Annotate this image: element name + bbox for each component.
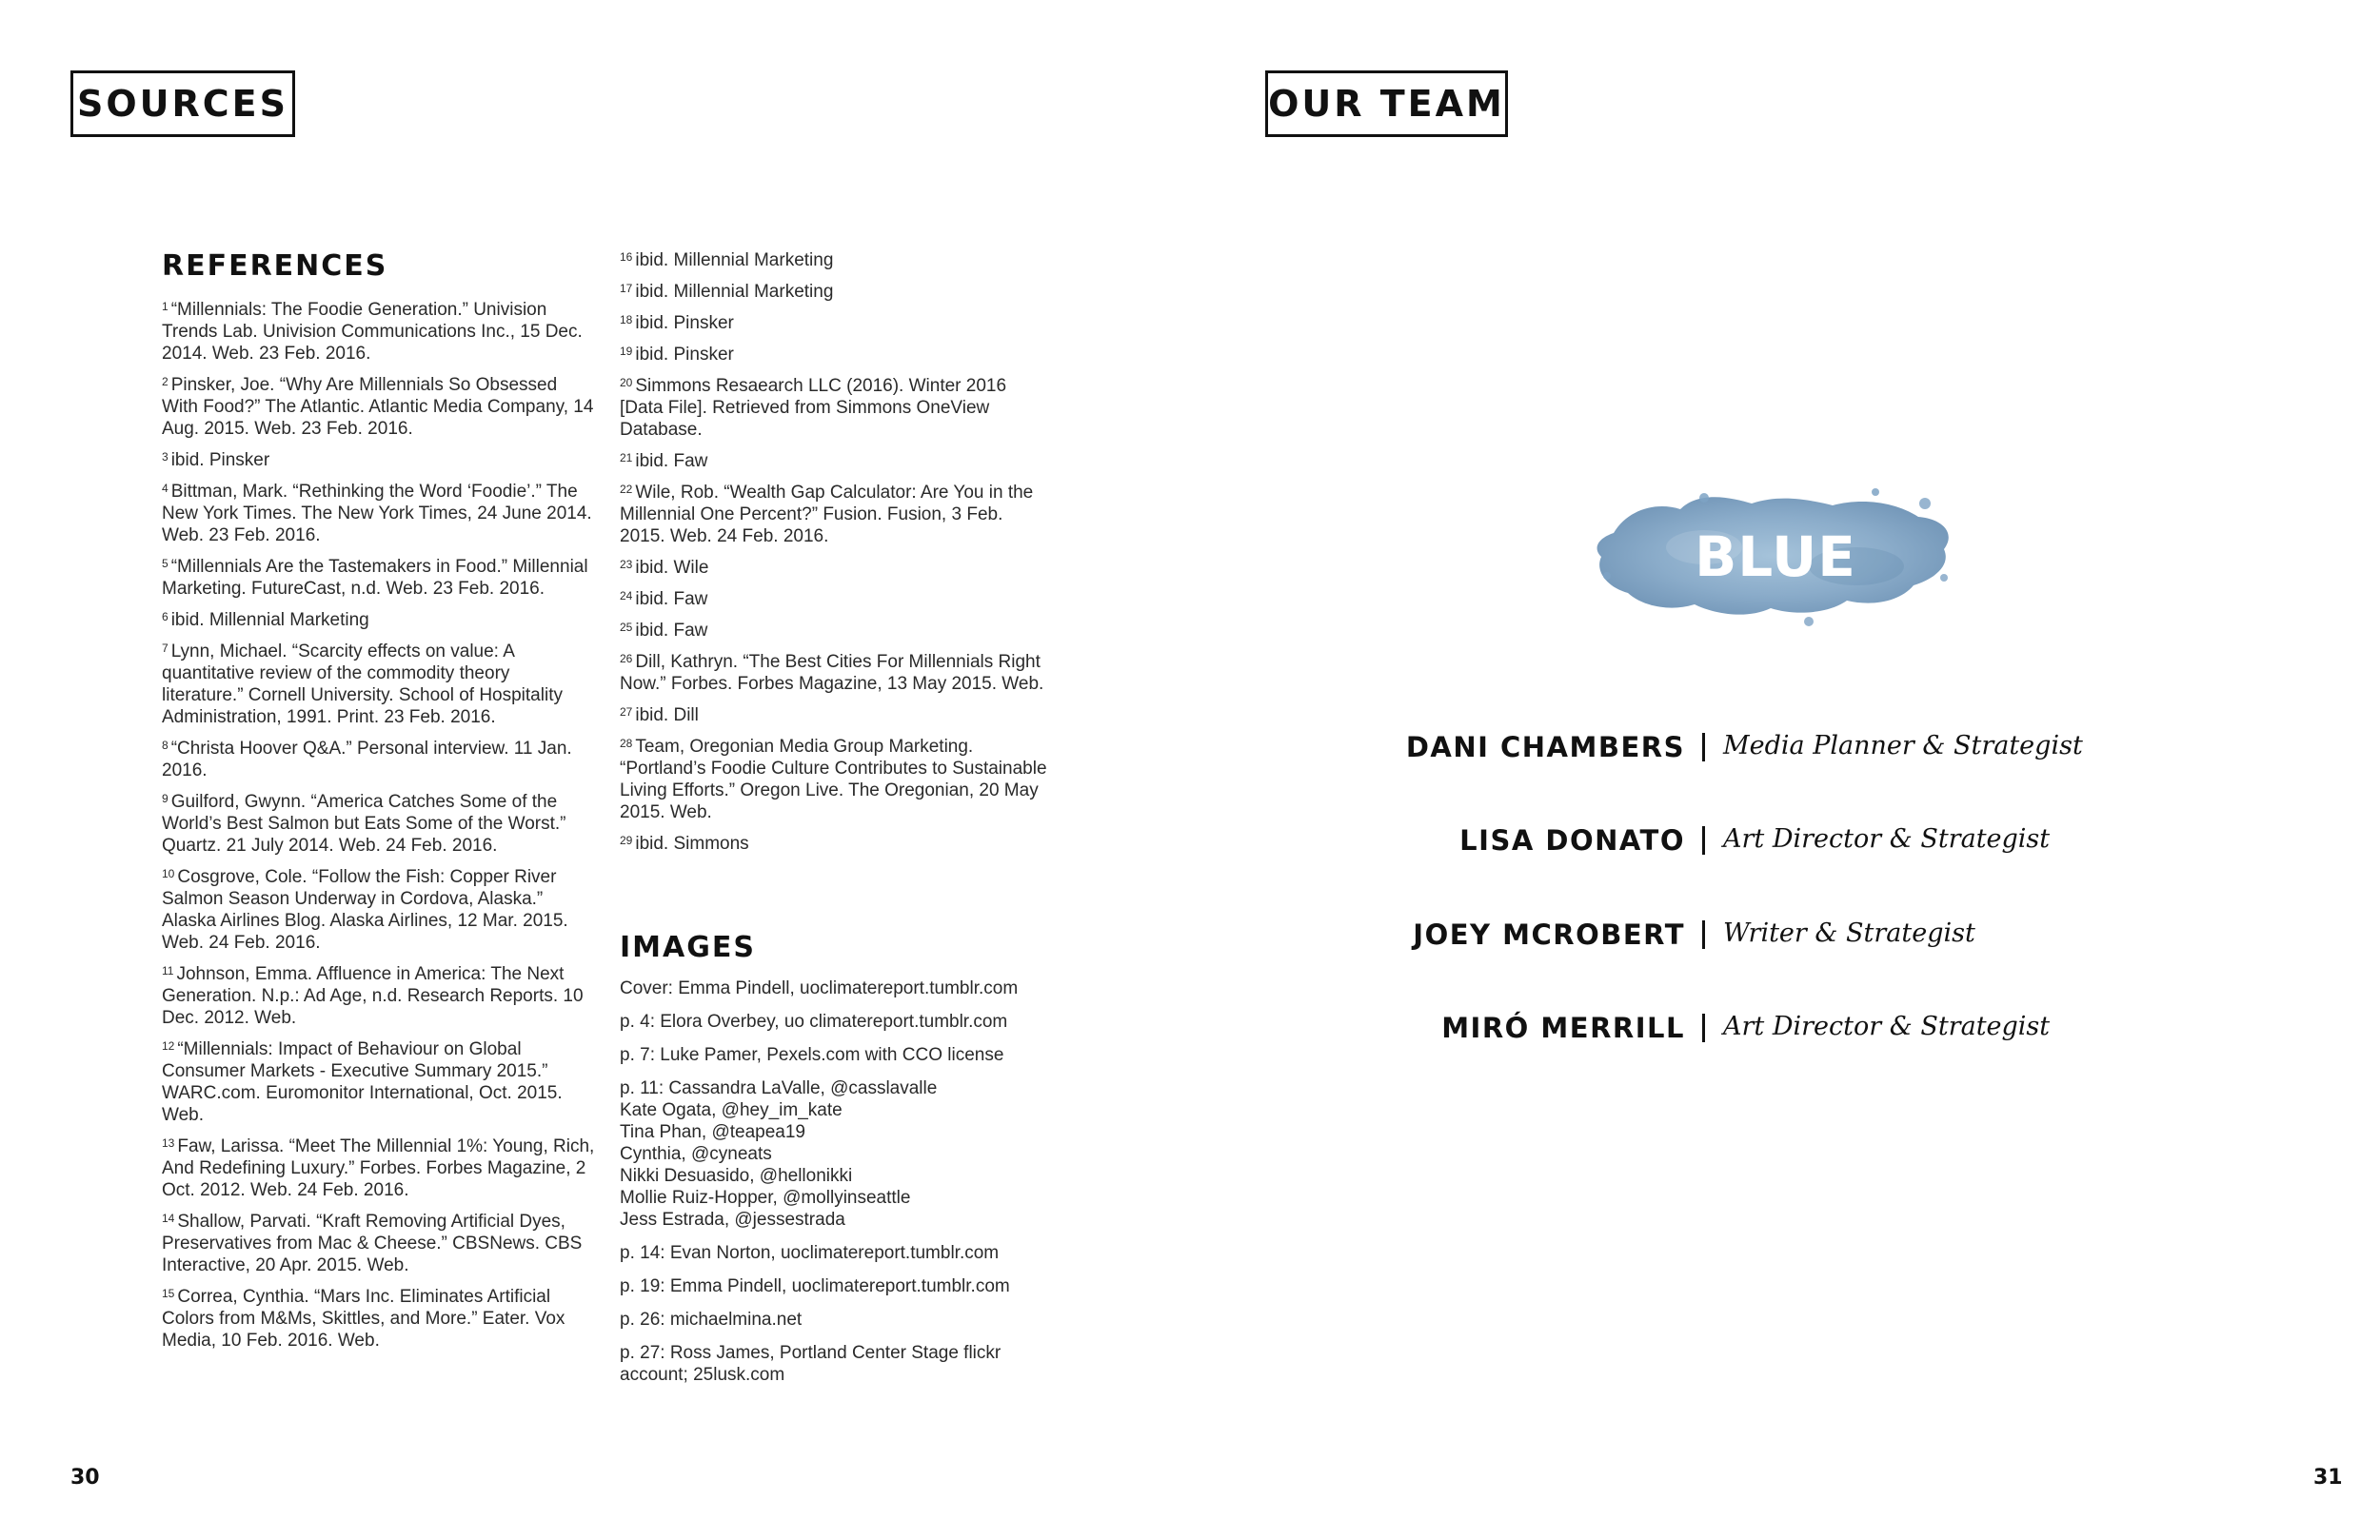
reference-entry — [162, 556, 595, 600]
image-credit-line: p. 26: michaelmina.net — [620, 1310, 803, 1330]
reference-number: 1 — [162, 300, 169, 313]
image-credit — [620, 1077, 1053, 1231]
reference-text: “Christa Hoover Q&A.” Personal interview. 11 Jan. 2016. — [162, 739, 572, 780]
image-credit — [620, 1342, 1053, 1386]
reference-number: 13 — [162, 1136, 175, 1150]
reference-text: Faw, Larissa. “Meet The Millennial 1%: Young, Rich, And Redefining Luxury.” Forbes. Forbes Magazine, 2 Oct. 2012. Web. 24 Feb. 2016. — [162, 1136, 595, 1200]
team-member — [1405, 731, 2323, 769]
reference-text: ibid. Dill — [635, 705, 699, 725]
reference-entry — [620, 375, 1053, 441]
reference-number: 25 — [620, 621, 633, 634]
image-credit — [620, 1044, 1053, 1066]
references-column-2 — [620, 249, 1053, 864]
reference-text: “Millennials: The Foodie Generation.” Univision Trends Lab. Univision Communications Inc., 15 Dec. 2014. Web. 23 Feb. 2016. — [162, 300, 583, 364]
reference-text: ibid. Millennial Marketing — [635, 282, 834, 302]
reference-entry — [620, 312, 1053, 334]
member-role: Writer & Strategist — [1723, 918, 1975, 948]
image-credit-line: p. 7: Luke Pamer, Pexels.com with CCO license — [620, 1045, 1004, 1065]
reference-entry — [620, 736, 1053, 823]
reference-text: ibid. Wile — [635, 558, 709, 578]
reference-text: Dill, Kathryn. “The Best Cities For Millennials Right Now.” Forbes. Forbes Magazine, 13 May 2015. Web. — [620, 652, 1044, 694]
images-heading: IMAGES — [620, 931, 756, 964]
reference-number: 4 — [162, 482, 169, 495]
reference-number: 6 — [162, 610, 169, 623]
reference-text: Pinsker, Joe. “Why Are Millennials So Obsessed With Food?” The Atlantic. Atlantic Media Company, 14 Aug. 2015. Web. 23 Feb. 2016. — [162, 375, 594, 439]
page-number-left: 30 — [70, 1466, 100, 1490]
reference-text: Bittman, Mark. “Rethinking the Word ‘Foodie’.” The New York Times. The New York Times, 24 June 2014. Web. 23 Feb. 2016. — [162, 482, 592, 545]
reference-text: Wile, Rob. “Wealth Gap Calculator: Are You in the Millennial One Percent?” Fusion. Fusion, 3 Feb. 2015. Web. 24 Feb. 2016. — [620, 483, 1034, 546]
page-number-right: 31 — [2313, 1466, 2343, 1490]
team-logo-text: BLUE — [1695, 524, 1856, 589]
reference-text: ibid. Simmons — [635, 834, 749, 854]
our-team-title — [1265, 70, 1508, 137]
reference-text: ibid. Millennial Marketing — [635, 250, 834, 270]
image-credit — [620, 1242, 1053, 1264]
reference-number: 20 — [620, 376, 633, 389]
reference-text: ibid. Millennial Marketing — [170, 610, 369, 630]
reference-entry — [162, 299, 595, 365]
our-team-title-text: OUR TEAM — [1268, 83, 1505, 125]
reference-entry — [620, 620, 1053, 642]
member-role: Art Director & Strategist — [1723, 824, 2051, 854]
team-logo — [1590, 481, 1961, 633]
reference-entry — [620, 281, 1053, 303]
member-name: JOEY MCROBERT — [1413, 918, 1685, 951]
image-credit — [620, 1275, 1053, 1297]
image-credits-list — [620, 977, 1053, 1397]
image-credit — [620, 1011, 1053, 1033]
sources-title — [70, 70, 295, 137]
member-role: Media Planner & Strategist — [1723, 731, 2083, 760]
image-credit-line: p. 11: Cassandra LaValle, @casslavalle — [620, 1078, 938, 1098]
divider — [1702, 920, 1705, 949]
divider — [1702, 826, 1705, 855]
image-credit-line: p. 19: Emma Pindell, uoclimatereport.tumblr.com — [620, 1276, 1010, 1296]
reference-entry — [162, 738, 595, 781]
reference-entry — [162, 1135, 595, 1201]
reference-number: 11 — [162, 964, 174, 977]
reference-number: 26 — [620, 652, 633, 665]
reference-number: 23 — [620, 558, 633, 571]
reference-number: 17 — [620, 282, 633, 295]
image-credit-line: p. 4: Elora Overbey, uo climatereport.tumblr.com — [620, 1012, 1008, 1032]
image-credit-line: p. 14: Evan Norton, uoclimatereport.tumblr.com — [620, 1243, 1000, 1263]
divider — [1702, 733, 1705, 761]
reference-text: ibid. Pinsker — [170, 450, 270, 470]
reference-number: 2 — [162, 375, 169, 388]
reference-entry — [162, 963, 595, 1029]
reference-number: 7 — [162, 642, 169, 655]
reference-text: ibid. Pinsker — [635, 313, 734, 333]
reference-text: Simmons Resaearch LLC (2016). Winter 2016 [Data File]. Retrieved from Simmons OneView Database. — [620, 376, 1007, 440]
reference-entry — [162, 481, 595, 546]
reference-entry — [620, 344, 1053, 365]
reference-number: 3 — [162, 450, 169, 464]
reference-number: 24 — [620, 589, 633, 602]
reference-text: ibid. Faw — [635, 621, 708, 641]
reference-text: Cosgrove, Cole. “Follow the Fish: Copper River Salmon Season Underway in Cordova, Alaska.” Alaska Airlines Blog. Alaska Airlines, 12 Mar. 2015. Web. 24 Feb. 2016. — [162, 867, 568, 953]
reference-number: 21 — [620, 451, 633, 464]
reference-number: 9 — [162, 792, 169, 805]
reference-entry — [162, 641, 595, 728]
reference-number: 15 — [162, 1287, 175, 1300]
reference-number: 19 — [620, 345, 633, 358]
reference-entry — [162, 1038, 595, 1126]
reference-number: 8 — [162, 739, 169, 752]
reference-entry — [620, 833, 1053, 855]
team-member — [1413, 918, 2323, 957]
reference-number: 18 — [620, 313, 633, 326]
reference-number: 16 — [620, 250, 633, 264]
reference-text: Lynn, Michael. “Scarcity effects on value: A quantitative review of the commodity theory literature.” Cornell University. School of Hospitality Administration, 1991. Print. 23 Feb. 2016. — [162, 642, 563, 727]
reference-text: ibid. Faw — [635, 451, 708, 471]
image-credit-line: Kate Ogata, @hey_im_kate — [620, 1100, 843, 1120]
reference-number: 22 — [620, 483, 633, 496]
reference-number: 29 — [620, 834, 633, 847]
reference-entry — [620, 249, 1053, 271]
reference-entry — [620, 482, 1053, 547]
member-role: Art Director & Strategist — [1723, 1012, 2051, 1041]
image-credit-line: Mollie Ruiz-Hopper, @mollyinseattle — [620, 1188, 911, 1208]
image-credit-line: Cynthia, @cyneats — [620, 1144, 772, 1164]
reference-text: Shallow, Parvati. “Kraft Removing Artificial Dyes, Preservatives from Mac & Cheese.” CBSNews. CBS Interactive, 20 Apr. 2015. Web. — [162, 1212, 583, 1275]
divider — [1702, 1014, 1705, 1042]
member-name: DANI CHAMBERS — [1405, 731, 1685, 763]
reference-number: 28 — [620, 737, 633, 750]
image-credit-line: p. 27: Ross James, Portland Center Stage flickr account; 25lusk.com — [620, 1343, 1002, 1385]
reference-entry — [620, 450, 1053, 472]
reference-entry — [162, 866, 595, 954]
reference-entry — [162, 1286, 595, 1352]
reference-entry — [162, 374, 595, 440]
reference-number: 5 — [162, 557, 169, 570]
image-credit — [620, 977, 1053, 999]
member-name: LISA DONATO — [1459, 824, 1685, 857]
member-name: MIRÓ MERRILL — [1441, 1012, 1685, 1044]
reference-text: “Millennials: Impact of Behaviour on Global Consumer Markets - Executive Summary 2015.” WARC.com. Euromonitor International, Oct. 2015. Web. — [162, 1039, 563, 1125]
reference-text: Johnson, Emma. Affluence in America: The Next Generation. N.p.: Ad Age, n.d. Research Reports. 10 Dec. 2012. Web. — [162, 964, 584, 1028]
reference-entry — [620, 704, 1053, 726]
reference-number: 12 — [162, 1039, 175, 1053]
reference-text: ibid. Faw — [635, 589, 708, 609]
references-column-1 — [162, 299, 595, 1361]
reference-entry — [620, 557, 1053, 579]
team-member — [1441, 1012, 2323, 1050]
image-credit-line: Cover: Emma Pindell, uoclimatereport.tumblr.com — [620, 978, 1019, 998]
image-credit — [620, 1309, 1053, 1331]
image-credit-line: Jess Estrada, @jessestrada — [620, 1210, 845, 1230]
reference-entry — [162, 791, 595, 857]
image-credit-line: Tina Phan, @teapea19 — [620, 1122, 806, 1142]
reference-text: Guilford, Gwynn. “America Catches Some of the World’s Best Salmon but Eats Some of the Worst.” Quartz. 21 July 2014. Web. 24 Feb. 2016. — [162, 792, 566, 856]
reference-text: Team, Oregonian Media Group Marketing. “Portland’s Foodie Culture Contributes to Sustainable Living Efforts.” Oregon Live. The Oregonian, 20 May 2015. Web. — [620, 737, 1047, 822]
reference-entry — [620, 651, 1053, 695]
reference-text: ibid. Pinsker — [635, 345, 734, 365]
reference-entry — [620, 588, 1053, 610]
reference-entry — [162, 609, 595, 631]
image-credit-line: Nikki Desuasido, @hellonikki — [620, 1166, 853, 1186]
reference-text: Correa, Cynthia. “Mars Inc. Eliminates Artificial Colors from M&Ms, Skittles, and More.” Eater. Vox Media, 10 Feb. 2016. Web. — [162, 1287, 565, 1351]
reference-number: 10 — [162, 867, 175, 880]
reference-number: 27 — [620, 705, 633, 719]
team-member — [1459, 824, 2323, 862]
sources-title-text: SOURCES — [76, 83, 288, 125]
reference-entry — [162, 1211, 595, 1276]
references-heading: REFERENCES — [162, 249, 388, 283]
reference-text: “Millennials Are the Tastemakers in Food.” Millennial Marketing. FutureCast, n.d. Web. 23 Feb. 2016. — [162, 557, 588, 599]
reference-entry — [162, 449, 595, 471]
reference-number: 14 — [162, 1212, 175, 1225]
